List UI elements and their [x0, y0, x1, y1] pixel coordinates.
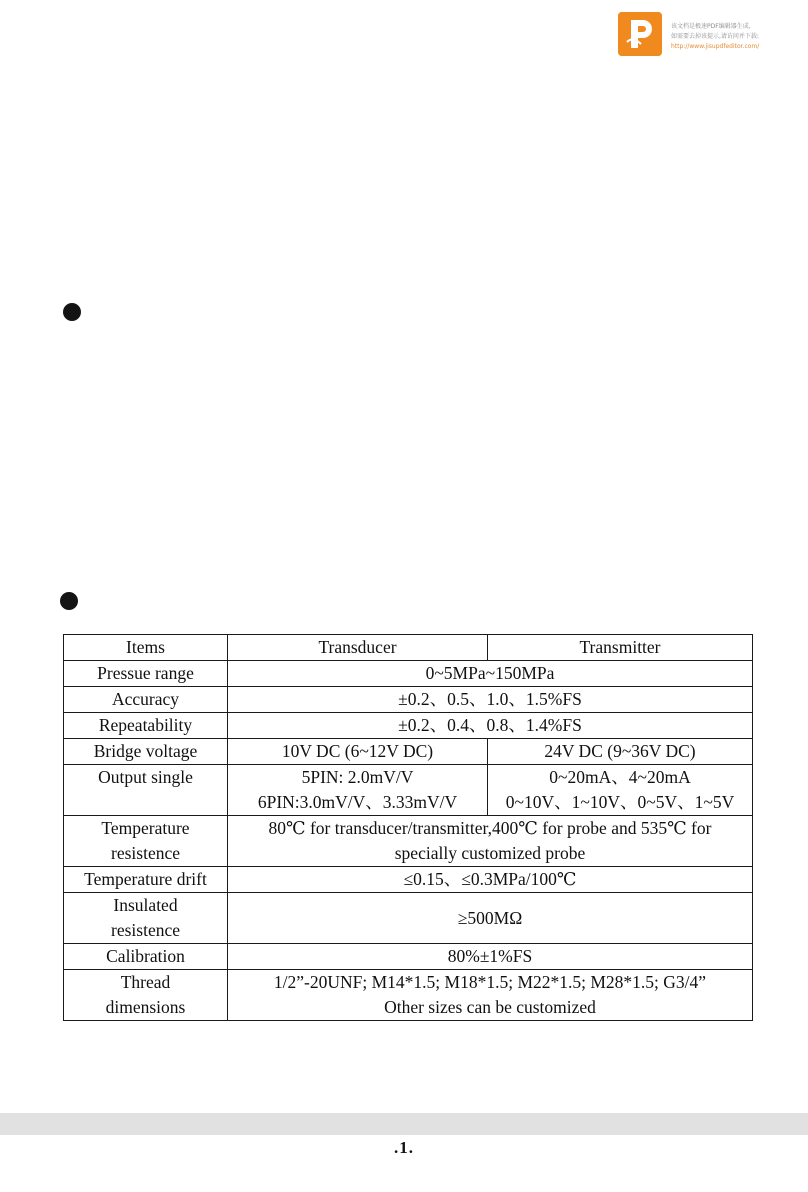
footer-bar — [0, 1113, 808, 1135]
pressure-value: 0~5MPa~150MPa — [228, 661, 753, 687]
thread-label-line-1: Thread — [120, 972, 171, 992]
insulated-label-line-2: resistence — [111, 920, 180, 940]
table-row-thread — [64, 970, 753, 1021]
thread-value-line-2: Other sizes can be customized — [384, 997, 596, 1017]
accuracy-value: ±0.2、0.5、1.0、1.5%FS — [228, 687, 753, 713]
table-row-bridge — [64, 739, 753, 765]
specification-table — [63, 634, 753, 1021]
repeatability-label: Repeatability — [64, 713, 228, 739]
insulated-label — [64, 893, 228, 944]
watermark-line-2: 如需要去掉该提示,请访问并下载: — [671, 33, 759, 40]
table-row-output — [64, 765, 753, 816]
table-row-temperature-drift — [64, 867, 753, 893]
table-row-header — [64, 635, 753, 661]
watermark-text — [671, 22, 806, 52]
temp-res-label-line-2: resistence — [111, 843, 180, 863]
calibration-label: Calibration — [64, 944, 228, 970]
output-transducer-line-2: 6PIN:3.0mV/V、3.33mV/V — [257, 792, 458, 812]
bridge-transducer: 10V DC (6~12V DC) — [228, 739, 488, 765]
table-row-calibration — [64, 944, 753, 970]
temp-res-value-line-1: 80℃ for transducer/transmitter,400℃ for probe and 535℃ for — [268, 818, 712, 838]
thread-label — [64, 970, 228, 1021]
temp-res-value-line-2: specially customized probe — [394, 843, 586, 863]
bridge-label: Bridge voltage — [64, 739, 228, 765]
insulated-label-line-1: Insulated — [113, 895, 178, 915]
logo-p-icon — [618, 12, 662, 56]
output-transmitter — [488, 765, 753, 816]
output-transmitter-line-2: 0~10V、1~10V、0~5V、1~5V — [505, 792, 735, 812]
thread-value — [228, 970, 753, 1021]
temp-drift-label: Temperature drift — [64, 867, 228, 893]
section-bullet-2 — [60, 592, 78, 610]
temp-res-label — [64, 816, 228, 867]
output-transducer — [228, 765, 488, 816]
accuracy-label: Accuracy — [64, 687, 228, 713]
thread-label-line-2: dimensions — [105, 997, 186, 1017]
bridge-transmitter: 24V DC (9~36V DC) — [488, 739, 753, 765]
table-row-temperature-resistence — [64, 816, 753, 867]
output-transmitter-line-1: 0~20mA、4~20mA — [549, 767, 691, 787]
header-transducer: Transducer — [228, 635, 488, 661]
repeatability-value: ±0.2、0.4、0.8、1.4%FS — [228, 713, 753, 739]
table-row-accuracy — [64, 687, 753, 713]
table-row-pressure — [64, 661, 753, 687]
page-number: .1. — [394, 1138, 414, 1157]
temp-res-value — [228, 816, 753, 867]
section-bullet-1 — [63, 303, 81, 321]
table-row-repeatability — [64, 713, 753, 739]
table-row-insulated — [64, 893, 753, 944]
output-label: Output single — [64, 765, 228, 816]
watermark-link[interactable]: http://www.jisupdfeditor.com/ — [671, 43, 760, 50]
calibration-value: 80%±1%FS — [228, 944, 753, 970]
watermark-line-1: 该文档是极速PDF编辑器生成, — [671, 23, 751, 30]
thread-value-line-1: 1/2”-20UNF; M14*1.5; M18*1.5; M22*1.5; M28*1.5; G3/4” — [273, 972, 707, 992]
insulated-value: ≥500MΩ — [228, 893, 753, 944]
pdf-editor-logo — [618, 12, 662, 56]
temp-res-label-line-1: Temperature — [101, 818, 190, 838]
pressure-label: Pressue range — [64, 661, 228, 687]
output-transducer-line-1: 5PIN: 2.0mV/V — [301, 767, 414, 787]
temp-drift-value: ≤0.15、≤0.3MPa/100℃ — [228, 867, 753, 893]
header-items: Items — [64, 635, 228, 661]
header-transmitter: Transmitter — [488, 635, 753, 661]
